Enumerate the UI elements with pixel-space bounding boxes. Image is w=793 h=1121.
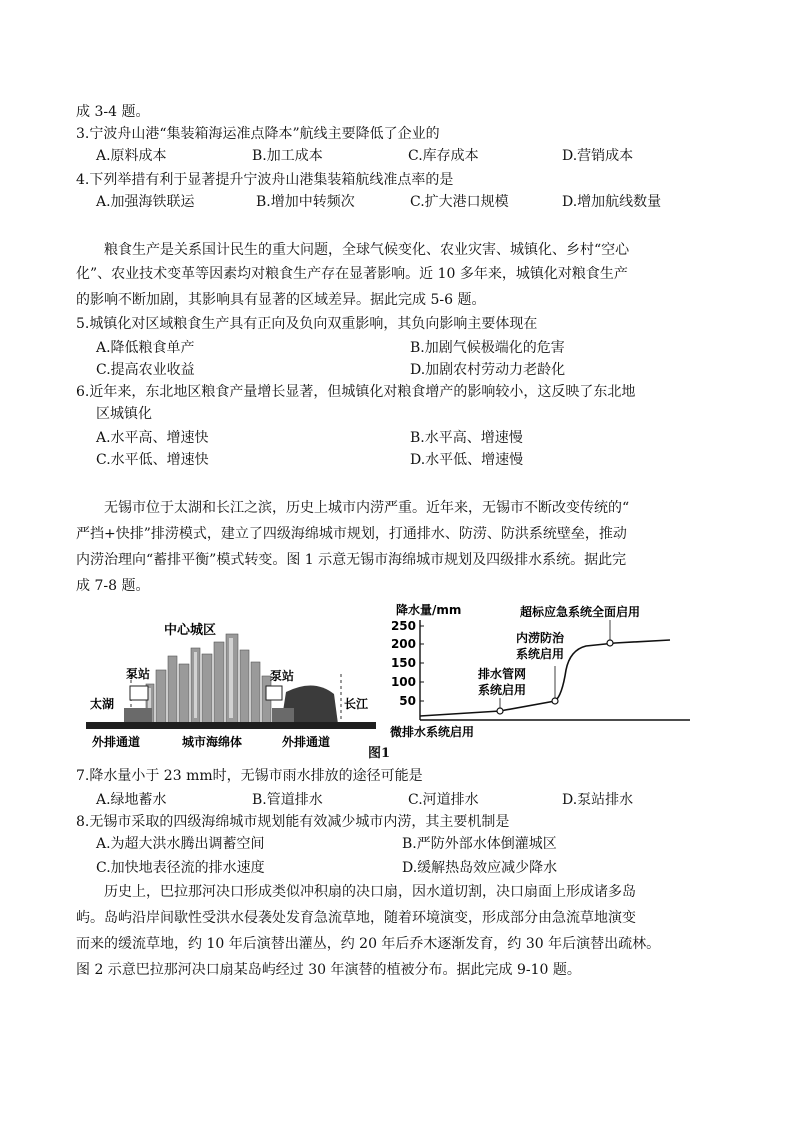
q7-option-c: C.河道排水	[408, 792, 479, 808]
question-4: 4.下列举措有利于显著提升宁波舟山港集装箱航线准点率的是	[76, 172, 454, 188]
q4-option-a: A.加强海铁联运	[96, 194, 195, 210]
figure1-caption: 图1	[368, 746, 391, 761]
stage-pipe-a: 排水管网	[478, 667, 527, 681]
ytick-250: 250	[390, 619, 416, 633]
question-6: 6.近年来，东北地区粮食产量增长显著，但城镇化对粮食增产的影响较小，这反映了东北地	[76, 384, 636, 400]
passage-line: 无锡市位于太湖和长江之滨，历史上城市内涝严重。近年来，无锡市不断改变传统的“	[104, 500, 630, 516]
stage-waterlogging-b: 系统启用	[516, 647, 565, 661]
passage-line: 粮食生产是关系国计民生的重大问题，全球气候变化、农业灾害、城镇化、乡村“空心	[104, 242, 630, 258]
q5-option-a: A.降低粮食单产	[96, 340, 195, 356]
q3-option-c: C.库存成本	[408, 148, 479, 164]
stage-waterlogging-a: 内涝防治	[516, 631, 565, 645]
q4-option-b: B.增加中转频次	[256, 194, 355, 210]
q5-option-c: C.提高农业收益	[96, 362, 195, 378]
q5-option-b: B.加剧气候极端化的危害	[410, 340, 565, 356]
q3-option-b: B.加工成本	[252, 148, 323, 164]
question-8: 8.无锡市采取的四级海绵城市规划能有效减少城市内涝，其主要机制是	[76, 814, 510, 830]
stage-pipe-b: 系统启用	[478, 683, 527, 697]
question-3: 3.宁波舟山港“集装箱海运准点降本”航线主要降低了企业的	[76, 126, 440, 142]
passage-line: 内涝治理向“蓄排平衡”模式转变。图 1 示意无锡市海绵城市规划及四级排水系统。据此完	[76, 552, 627, 568]
label-center-district: 中心城区	[164, 623, 217, 638]
text-line: 成 3-4 题。	[76, 104, 150, 120]
q8-option-a: A.为超大洪水腾出调蓄空间	[96, 836, 265, 852]
q6-option-a: A.水平高、增速快	[96, 430, 209, 446]
passage-line: 屿。岛屿沿岸间歇性受洪水侵袭处发育急流草地，随着环境演变，形成部分由急流草地演变	[76, 910, 636, 926]
figure1-rainfall-chart	[390, 600, 708, 740]
q3-option-a: A.原料成本	[96, 148, 167, 164]
q6-option-d: D.水平低、增速慢	[410, 452, 524, 468]
label-pump-left: 泵站	[126, 667, 151, 681]
q4-option-d: D.增加航线数量	[562, 194, 662, 210]
figure1-city-diagram	[86, 604, 376, 754]
stage-emergency: 超标应急系统全面启用	[520, 605, 641, 619]
q3-option-d: D.营销成本	[562, 148, 634, 164]
passage-line: 的影响不断加剧，其影响具有显著的区域差异。据此完成 5-6 题。	[76, 292, 486, 308]
q7-option-a: A.绿地蓄水	[96, 792, 167, 808]
passage-line: 化”、农业技术变革等因素均对粮食生产存在显著影响。近 10 多年来，城镇化对粮食生产	[76, 266, 628, 282]
label-lake: 太湖	[90, 697, 115, 711]
q4-option-c: C.扩大港口规模	[410, 194, 509, 210]
chart-ylabel: 降水量/mm	[396, 603, 462, 617]
passage-line: 严挡+快排”排涝模式，建立了四级海绵城市规划，打通排水、防涝、防洪系统壁垒，推动	[76, 526, 627, 542]
q6-option-b: B.水平高、增速慢	[410, 430, 523, 446]
q8-option-b: B.严防外部水体倒灌城区	[402, 836, 557, 852]
label-pump-right: 泵站	[270, 669, 295, 683]
q8-option-c: C.加快地表径流的排水速度	[96, 860, 265, 876]
label-outer-channel-right: 外排通道	[282, 735, 331, 749]
question-5: 5.城镇化对区域粮食生产具有正向及负向双重影响，其负向影响主要体现在	[76, 316, 538, 332]
stage-micro: 微排水系统启用	[390, 725, 475, 739]
ytick-50: 50	[399, 694, 416, 708]
label-outer-channel-left: 外排通道	[92, 735, 141, 749]
ytick-150: 150	[390, 656, 416, 670]
passage-line: 而来的缓流草地，约 10 年后演替出灌丛，约 20 年后乔木逐渐发育，约 30 年后演替出疏林。	[76, 936, 661, 952]
q7-option-b: B.管道排水	[252, 792, 323, 808]
passage-line: 图 2 示意巴拉那河决口扇某岛屿经过 30 年演替的植被分布。据此完成 9-10 题。	[76, 962, 581, 978]
passage-line: 成 7-8 题。	[76, 578, 150, 594]
q6-option-c: C.水平低、增速快	[96, 452, 209, 468]
ytick-100: 100	[390, 675, 416, 689]
question-6-cont: 区城镇化	[96, 406, 152, 422]
label-sponge-body: 城市海绵体	[182, 735, 243, 749]
q8-option-d: D.缓解热岛效应减少降水	[402, 860, 558, 876]
question-7: 7.降水量小于 23 mm时，无锡市雨水排放的途径可能是	[76, 768, 423, 784]
passage-line: 历史上，巴拉那河决口形成类似冲积扇的决口扇，因水道切割，决口扇面上形成诸多岛	[104, 884, 636, 900]
q7-option-d: D.泵站排水	[562, 792, 634, 808]
label-river: 长江	[344, 697, 369, 711]
ytick-200: 200	[390, 637, 416, 651]
q5-option-d: D.加剧农村劳动力老龄化	[410, 362, 566, 378]
